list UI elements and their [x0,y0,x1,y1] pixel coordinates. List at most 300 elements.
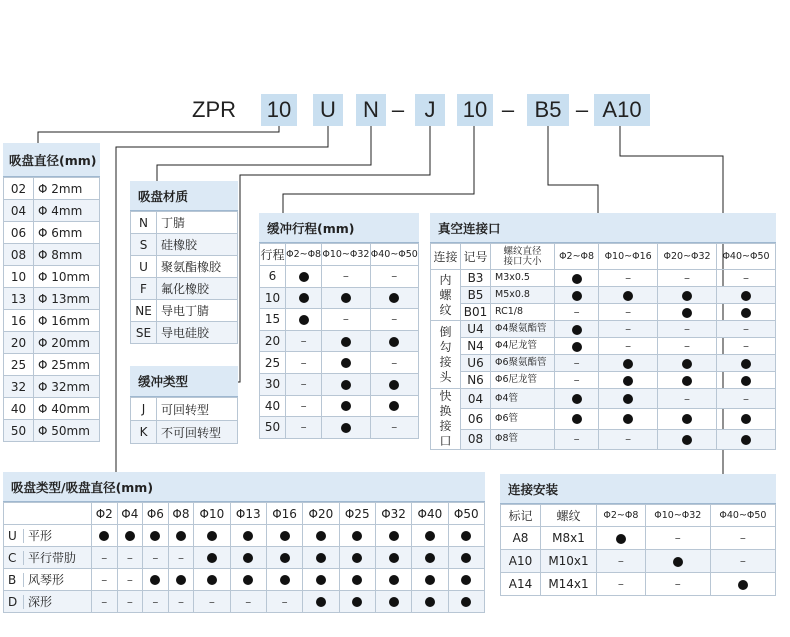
not-available-dash: – [391,355,398,370]
available-dot [243,531,253,541]
available-dot [572,291,582,301]
availability-cell [322,373,370,395]
table-row [4,569,485,591]
availability-cell [448,591,484,613]
diameter-code: 13 [4,288,34,310]
available-dot [461,553,471,563]
not-available-dash: – [300,420,307,435]
availability-cell [370,417,418,439]
diameter-size: Φ 10mm [34,266,100,288]
cup-header: Φ32 [375,503,411,525]
available-dot [99,531,109,541]
availability-cell [339,525,375,547]
table-row [260,244,419,266]
not-available-dash: – [684,271,691,285]
availability-cell [286,287,322,309]
availability-cell [717,372,776,389]
stroke-value: 50 [260,417,286,439]
availability-cell [448,547,484,569]
not-available-dash: – [739,531,746,545]
available-dot [280,553,290,563]
availability-cell [710,550,775,573]
availability-cell [412,525,448,547]
available-dot [623,376,633,386]
not-available-dash: – [625,339,632,353]
mounting-header: Φ2~Φ8 [597,505,646,527]
available-dot [389,531,399,541]
availability-cell [322,417,370,439]
not-available-dash: – [743,322,749,336]
available-dot [425,531,435,541]
table-row [431,321,776,338]
available-dot [682,435,692,445]
buffer-type-title: 缓冲类型 [130,366,238,397]
table-row [4,525,485,547]
availability-cell [92,569,118,591]
availability-cell [597,573,646,596]
not-available-dash: – [391,420,398,435]
availability-cell [599,270,658,287]
mounting-code: A14 [501,573,541,596]
table-row [260,352,419,374]
availability-cell [717,304,776,321]
available-dot [150,531,160,541]
availability-cell [143,525,169,547]
table-row [4,376,100,398]
vacuum-code: 08 [461,429,491,449]
diameter-code: 50 [4,420,34,442]
availability-cell [599,389,658,409]
mounting-header: Φ10~Φ32 [645,505,710,527]
model-dash: – [501,97,515,122]
diameter-table [3,177,100,442]
mounting-thread: M14x1 [541,573,597,596]
diameter-code: 40 [4,398,34,420]
availability-cell [303,547,339,569]
availability-cell [230,547,266,569]
available-dot [352,553,362,563]
material-label: 丁腈 [157,212,238,234]
availability-cell [143,569,169,591]
available-dot [572,274,582,284]
table-row [260,266,419,288]
model-prefix: ZPR [192,97,236,122]
not-available-dash: – [617,554,624,568]
table-row [131,256,238,278]
available-dot [280,575,290,585]
material-label: 导电丁腈 [157,300,238,322]
diameter-size: Φ 40mm [34,398,100,420]
model-size-code: 10 [261,94,297,126]
availability-cell [717,389,776,409]
not-available-dash: – [152,550,159,565]
diameter-title: 吸盘直径(mm) [3,143,100,177]
diameter-size: Φ 25mm [34,354,100,376]
vacuum-group-label: 倒勾接头 [431,321,461,389]
mounting-title: 连接安装 [500,474,776,504]
table-row [4,503,485,525]
availability-cell [286,395,322,417]
available-dot [316,553,326,563]
diameter-size: Φ 16mm [34,310,100,332]
stroke-value: 20 [260,330,286,352]
table-row [260,287,419,309]
availability-cell [143,547,169,569]
not-available-dash: – [101,594,108,609]
vacuum-header: 连接 [431,244,461,270]
table-row [501,505,776,527]
availability-cell [599,304,658,321]
available-dot [673,557,683,567]
diameter-size: Φ 13mm [34,288,100,310]
vacuum-thread: Φ6管 [491,409,555,429]
not-available-dash: – [177,594,184,609]
availability-cell [286,309,322,331]
available-dot [741,414,751,424]
available-dot [316,597,326,607]
table-row [260,330,419,352]
availability-cell [303,569,339,591]
diameter-size: Φ 2mm [34,178,100,200]
available-dot [682,359,692,369]
cup-type-name: 深形 [28,595,53,609]
cup-header: Φ10 [194,503,230,525]
buffer-type-table [130,397,238,444]
availability-cell [717,338,776,355]
availability-cell [117,525,143,547]
diameter-code: 10 [4,266,34,288]
stroke-header: 行程 [260,244,286,266]
material-panel [130,181,238,344]
available-dot [176,575,186,585]
availability-cell [92,525,118,547]
not-available-dash: – [625,322,632,336]
stroke-value: 6 [260,266,286,288]
diameter-code: 25 [4,354,34,376]
availability-cell [266,569,302,591]
not-available-dash: – [573,373,580,387]
availability-cell [230,525,266,547]
availability-cell [555,409,599,429]
vacuum-table [430,243,776,450]
mounting-panel [500,474,776,596]
availability-cell [555,372,599,389]
availability-cell [286,266,322,288]
availability-cell [92,547,118,569]
availability-cell [658,287,717,304]
availability-cell [645,550,710,573]
vacuum-thread: Φ6尼龙管 [491,372,555,389]
vacuum-group-label: 快换接口 [431,389,461,450]
available-dot [741,308,751,318]
cup-type-name: 平形 [28,529,53,543]
vacuum-header: 记号 [461,244,491,270]
not-available-dash: – [573,356,580,370]
table-row [131,278,238,300]
cup-type-label [4,525,92,547]
availability-cell [303,525,339,547]
cup-type-label [4,569,92,591]
mounting-header: 螺纹 [541,505,597,527]
availability-cell [92,591,118,613]
availability-cell [717,409,776,429]
table-row [131,212,238,234]
availability-cell [370,309,418,331]
vacuum-code: 06 [461,409,491,429]
connector-size [38,126,279,143]
material-code: F [131,278,157,300]
table-row [501,527,776,550]
availability-cell [322,287,370,309]
table-row [431,429,776,449]
mounting-header: Φ40~Φ50 [710,505,775,527]
availability-cell [645,527,710,550]
connector-stroke [283,126,474,213]
not-available-dash: – [126,550,133,565]
not-available-dash: – [743,271,749,285]
available-dot [572,342,582,352]
stroke-value: 25 [260,352,286,374]
connector-material [157,126,371,181]
vacuum-thread: Φ8管 [491,429,555,449]
not-available-dash: – [300,398,307,413]
availability-cell [599,338,658,355]
buffer_type-code: J [131,398,157,421]
not-available-dash: – [300,355,307,370]
available-dot [741,359,751,369]
cup-header-blank [4,503,92,525]
available-dot [389,597,399,607]
availability-cell [117,591,143,613]
availability-cell [658,338,717,355]
available-dot [461,531,471,541]
stroke-value: 30 [260,373,286,395]
table-row [431,304,776,321]
not-available-dash: – [101,550,108,565]
availability-cell [555,287,599,304]
vacuum-thread: M3x0.5 [491,270,555,287]
availability-cell [370,330,418,352]
availability-cell [322,352,370,374]
availability-cell [230,569,266,591]
model-dash: – [391,97,405,122]
not-available-dash: – [684,322,691,336]
availability-cell [555,270,599,287]
not-available-dash: – [625,432,632,447]
available-dot [341,358,351,368]
buffer_type-label: 可回转型 [157,398,238,421]
available-dot [299,272,309,282]
mounting-thread: M8x1 [541,527,597,550]
not-available-dash: – [391,312,398,327]
cup-type-label [4,547,92,569]
availability-cell [194,525,230,547]
availability-cell [448,569,484,591]
cup-type-code: C [8,551,24,565]
availability-cell [143,591,169,613]
available-dot [299,315,309,325]
mounting-code: A8 [501,527,541,550]
not-available-dash: – [177,550,184,565]
availability-cell [168,591,194,613]
diameter-size: Φ 20mm [34,332,100,354]
availability-cell [710,527,775,550]
diameter-code: 06 [4,222,34,244]
material-code: S [131,234,157,256]
not-available-dash: – [126,594,133,609]
not-available-dash: – [208,594,215,609]
diameter-size: Φ 50mm [34,420,100,442]
availability-cell [322,330,370,352]
diameter-code: 04 [4,200,34,222]
availability-cell [230,591,266,613]
material-title: 吸盘材质 [130,181,238,211]
availability-cell [658,304,717,321]
availability-cell [599,372,658,389]
availability-cell [375,525,411,547]
available-dot [341,380,351,390]
available-dot [682,308,692,318]
available-dot [623,291,633,301]
table-row [431,287,776,304]
table-row [4,310,100,332]
diameter-size: Φ 8mm [34,244,100,266]
availability-cell [658,321,717,338]
not-available-dash: – [617,577,624,591]
table-row [260,395,419,417]
availability-cell [717,355,776,372]
vacuum-title: 真空连接口 [430,213,776,243]
available-dot [389,337,399,347]
not-available-dash: – [674,531,681,545]
cup-type-code: B [8,573,24,587]
available-dot [461,575,471,585]
cup-type-code: D [8,595,24,609]
stroke-title: 缓冲行程(mm) [259,213,419,243]
connector-vacuum [548,126,598,213]
availability-cell [266,591,302,613]
buffer_type-label: 不可回转型 [157,421,238,444]
table-row [4,244,100,266]
availability-cell [266,525,302,547]
availability-cell [599,287,658,304]
availability-cell [339,569,375,591]
cup-type-table [3,502,485,613]
diameter-code: 16 [4,310,34,332]
table-row [4,591,485,613]
availability-cell [370,287,418,309]
mounting-thread: M10x1 [541,550,597,573]
availability-cell [555,355,599,372]
available-dot [741,291,751,301]
table-row [431,355,776,372]
available-dot [316,575,326,585]
availability-cell [303,591,339,613]
table-row [131,322,238,344]
available-dot [425,553,435,563]
model-vacuum-code: B5 [527,94,569,126]
material-label: 硅橡胶 [157,234,238,256]
not-available-dash: – [625,305,632,319]
available-dot [176,531,186,541]
mounting-table [500,504,776,596]
availability-cell [599,429,658,449]
table-row [431,338,776,355]
availability-cell [717,270,776,287]
diameter-code: 20 [4,332,34,354]
table-row [4,354,100,376]
available-dot [738,580,748,590]
availability-cell [117,569,143,591]
cup-type-title: 吸盘类型/吸盘直径(mm) [3,472,485,502]
availability-cell [168,525,194,547]
model-material-code: N [356,94,386,126]
not-available-dash: – [300,334,307,349]
availability-cell [658,409,717,429]
stroke-value: 10 [260,287,286,309]
stroke-header: Φ40~Φ50 [370,244,418,266]
availability-cell [286,373,322,395]
availability-cell [599,321,658,338]
availability-cell [658,372,717,389]
material-code: SE [131,322,157,344]
available-dot [389,575,399,585]
table-row [4,420,100,442]
available-dot [616,534,626,544]
available-dot [572,414,582,424]
available-dot [741,435,751,445]
vacuum-thread: Φ4管 [491,389,555,409]
model-type-code: U [313,94,343,126]
availability-cell [658,355,717,372]
available-dot [207,531,217,541]
model-mount-code: A10 [594,94,650,126]
available-dot [352,575,362,585]
available-dot [682,291,692,301]
availability-cell [266,547,302,569]
material-code: NE [131,300,157,322]
availability-cell [375,591,411,613]
availability-cell [599,355,658,372]
cup-type-code: U [8,529,24,543]
availability-cell [370,373,418,395]
model-dash: – [575,97,589,122]
table-row [431,244,776,270]
available-dot [389,553,399,563]
diameter-size: Φ 32mm [34,376,100,398]
available-dot [352,531,362,541]
cup-header: Φ25 [339,503,375,525]
stroke-header: Φ2~Φ8 [286,244,322,266]
available-dot [623,414,633,424]
diameter-code: 32 [4,376,34,398]
availability-cell [717,429,776,449]
table-row [431,372,776,389]
available-dot [389,401,399,411]
available-dot [572,394,582,404]
availability-cell [322,395,370,417]
available-dot [572,325,582,335]
not-available-dash: – [684,391,691,406]
diameter-code: 02 [4,178,34,200]
availability-cell [710,573,775,596]
availability-cell [286,417,322,439]
stroke-table [259,243,419,439]
table-row [431,270,776,287]
availability-cell [168,547,194,569]
availability-cell [375,569,411,591]
available-dot [341,337,351,347]
